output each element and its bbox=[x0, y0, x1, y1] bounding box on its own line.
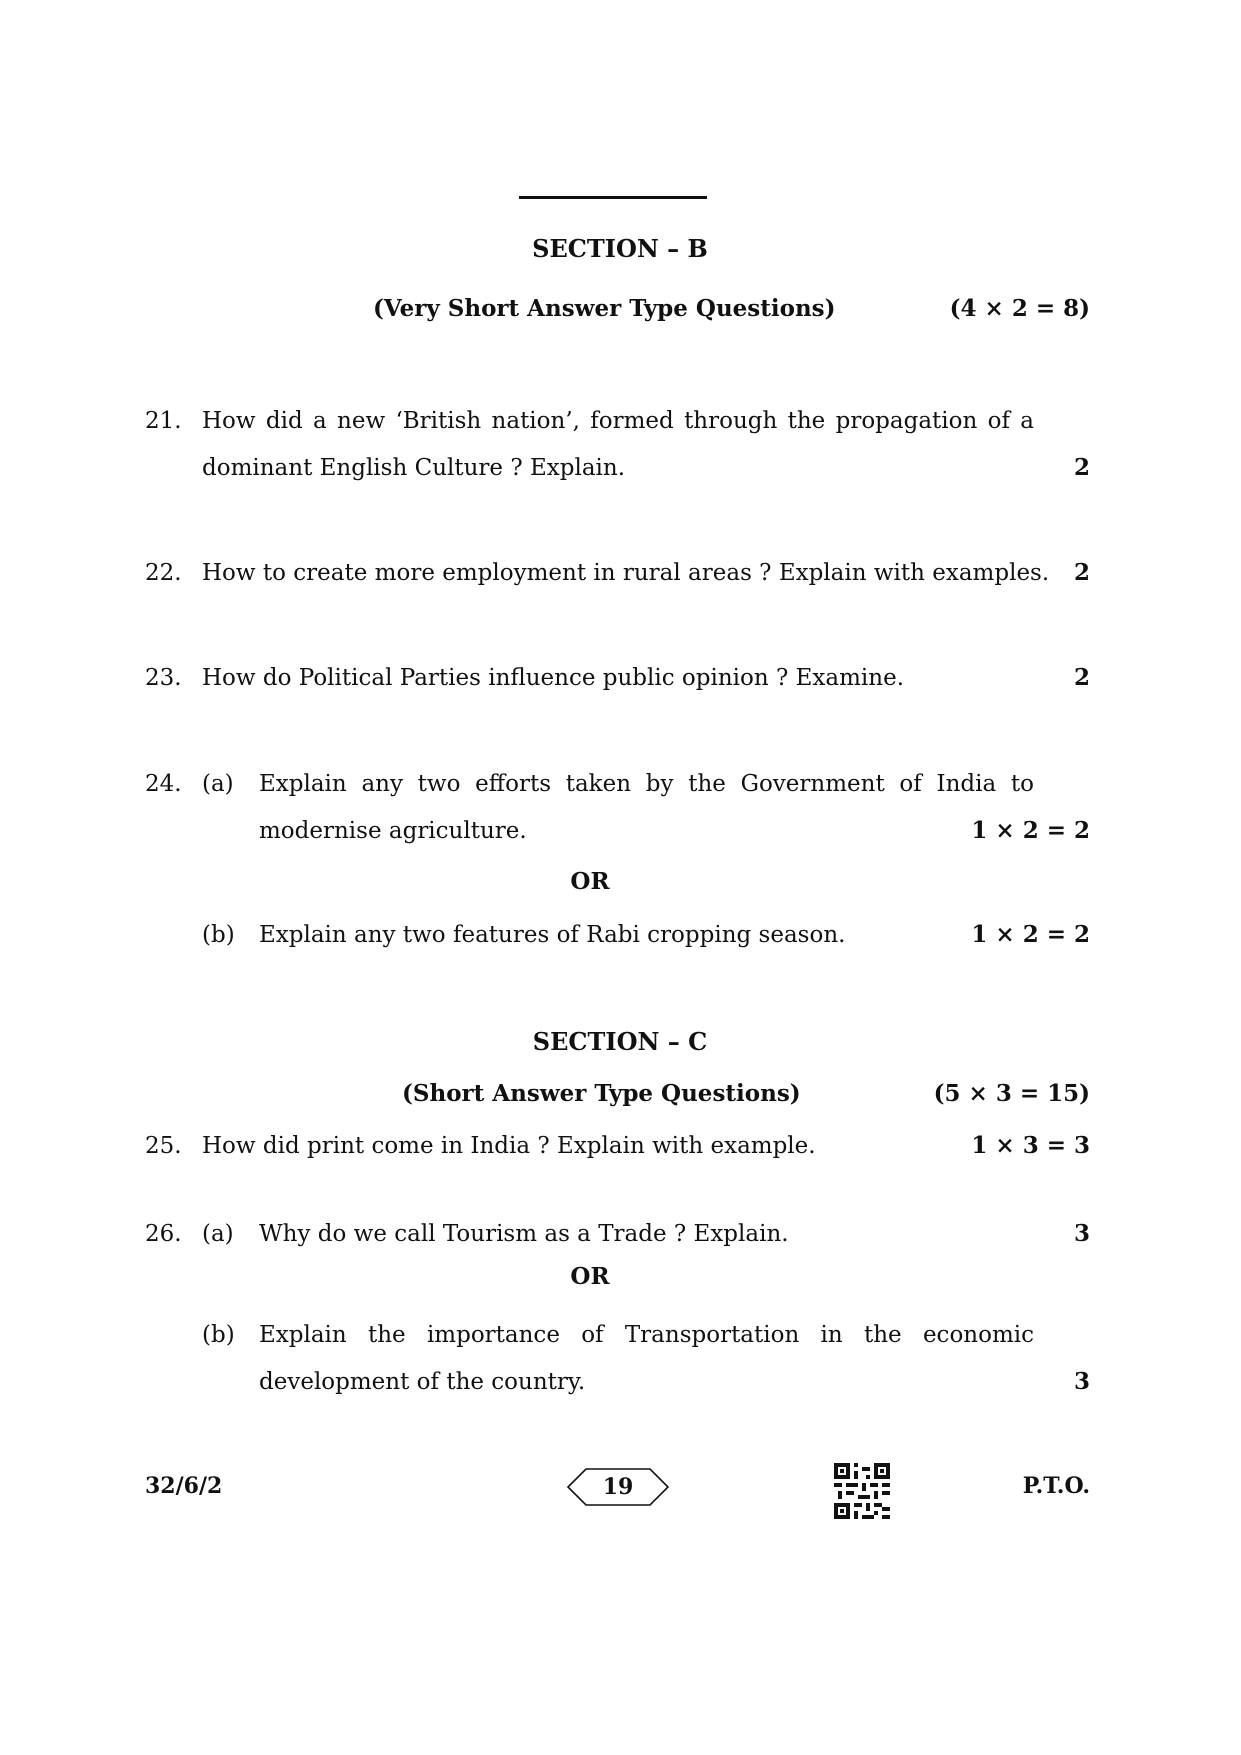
page-number-badge bbox=[566, 1467, 670, 1507]
option-label: (b) bbox=[202, 922, 235, 948]
question-number: 22. bbox=[145, 560, 182, 586]
section-c-title: SECTION – C bbox=[532, 1027, 708, 1056]
paper-code: 32/6/2 bbox=[145, 1473, 223, 1499]
question-text: How do Political Parties influence public opinion ? Examine. bbox=[202, 665, 905, 691]
question-text: dominant English Culture ? Explain. bbox=[202, 455, 626, 481]
question-marks: 1 × 3 = 3 bbox=[971, 1132, 1090, 1159]
option-marks: 1 × 2 = 2 bbox=[971, 921, 1090, 948]
question-number: 23. bbox=[145, 665, 182, 691]
option-text: development of the country. bbox=[259, 1369, 586, 1395]
question-text: How did a new ‘British nation’, formed through the propagation of a bbox=[202, 408, 1034, 434]
option-marks: 1 × 2 = 2 bbox=[971, 817, 1090, 844]
pto-label: P.T.O. bbox=[1022, 1473, 1090, 1499]
page-number: 19 bbox=[602, 1474, 634, 1500]
question-number: 24. bbox=[145, 771, 182, 797]
question-number: 26. bbox=[145, 1221, 182, 1247]
top-rule bbox=[519, 196, 707, 199]
option-label: (a) bbox=[202, 1221, 234, 1247]
option-text: Explain any two features of Rabi cropping season. bbox=[259, 922, 846, 948]
option-label: (a) bbox=[202, 771, 234, 797]
question-number: 21. bbox=[145, 408, 182, 434]
section-b-title: SECTION – B bbox=[532, 234, 708, 263]
question-marks: 2 bbox=[1073, 559, 1090, 586]
section-c-subtitle: (Short Answer Type Questions) bbox=[402, 1080, 801, 1107]
or-separator: OR bbox=[570, 1263, 610, 1290]
question-text: How to create more employment in rural areas ? Explain with examples. bbox=[202, 560, 1050, 586]
question-text: How did print come in India ? Explain with example. bbox=[202, 1133, 816, 1159]
option-label: (b) bbox=[202, 1322, 235, 1348]
option-text: Explain any two efforts taken by the Government of India to bbox=[259, 771, 1034, 797]
section-b-marks: (4 × 2 = 8) bbox=[949, 295, 1090, 322]
or-separator: OR bbox=[570, 868, 610, 895]
question-marks: 2 bbox=[1073, 454, 1090, 481]
option-marks: 3 bbox=[1073, 1368, 1090, 1395]
option-text: Why do we call Tourism as a Trade ? Explain. bbox=[259, 1221, 789, 1247]
option-marks: 3 bbox=[1073, 1220, 1090, 1247]
option-text: Explain the importance of Transportation in the economic bbox=[259, 1322, 1034, 1348]
section-b-subtitle: (Very Short Answer Type Questions) bbox=[373, 295, 836, 322]
question-marks: 2 bbox=[1073, 664, 1090, 691]
question-number: 25. bbox=[145, 1133, 182, 1159]
option-text: modernise agriculture. bbox=[259, 818, 527, 844]
section-c-marks: (5 × 3 = 15) bbox=[933, 1080, 1090, 1107]
qr-code-icon bbox=[834, 1463, 890, 1519]
